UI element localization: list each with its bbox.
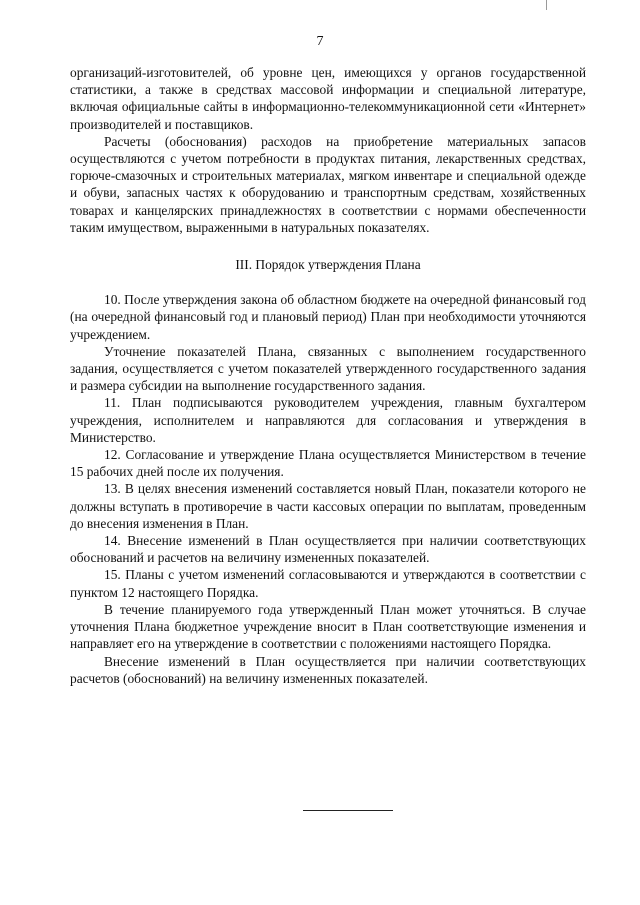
paragraph-final-changes: Внесение изменений в План осуществляется при наличии соответствующих расчетов (обоснований) на величину измененных показателей. [70, 653, 586, 686]
document-body [70, 64, 586, 687]
paragraph-11: 11. План подписываются руководителем учреждения, главным бухгалтером учреждения, исполнителем и направляются для согласования и утверждения в Министерство. [70, 395, 586, 445]
paragraph-continuation: организаций-изготовителей, об уровне цен, имеющихся у органов государственной статистики, а также в средствах массовой информации и специальной литературе, включая официальные сайты в информационно-телекоммуникационной сети «Интернет» производителей и поставщиков. [70, 65, 586, 132]
paragraph-12: 12. Согласование и утверждение Плана осуществляется Министерством в течение 15 рабочих дней после их получения. [70, 447, 586, 480]
scan-edge-mark [546, 0, 547, 10]
paragraph-14: 14. Внесение изменений в План осуществляется при наличии соответствующих обоснований и расчетов на величину измененных показателей. [70, 533, 586, 566]
end-of-text-rule [303, 810, 393, 811]
paragraph-yearly-update: В течение планируемого года утвержденный План может уточняться. В случае уточнения Плана бюджетное учреждение вносит в План соответствующие изменения и направляет его на утверждение в соответствии с положениями настоящего Порядка. [70, 601, 586, 652]
page-number: 7 [316, 34, 324, 49]
section-title: III. Порядок утверждения Плана [235, 257, 421, 273]
paragraph-15: 15. Планы с учетом изменений согласовываются и утверждаются в соответствии с пунктом 12 настоящего Порядка. [70, 567, 586, 600]
paragraph-10: 10. После утверждения закона об областном бюджете на очередной финансовый год (на очередной финансовый год и плановый период) План при необходимости уточняются учреждением. [70, 292, 586, 342]
paragraph-13: 13. В целях внесения изменений составляется новый План, показатели которого не должны вступать в противоречие в части кассовых операции по выплатам, проведенным до внесения изменения в План. [70, 481, 586, 531]
paragraph-10-clarification: Уточнение показателей Плана, связанных с выполнением государственного задания, осуществляется с учетом показателей утвержденного государственного задания и размера субсидии на выполнение государственного задания. [70, 343, 586, 394]
paragraph-calculations: Расчеты (обоснования) расходов на приобретение материальных запасов осуществляются с учетом потребности в продуктах питания, лекарственных средствах, горюче-смазочных и строительных материалах, мягком инвентаре и специальной одежде и обуви, запасных частях к оборудованию и транспортным средствам, хозяйственных товарах и канцелярских принадлежностях в соответствии с нормами обеспеченности таким имуществом, выраженными в натуральных показателях. [70, 133, 586, 235]
